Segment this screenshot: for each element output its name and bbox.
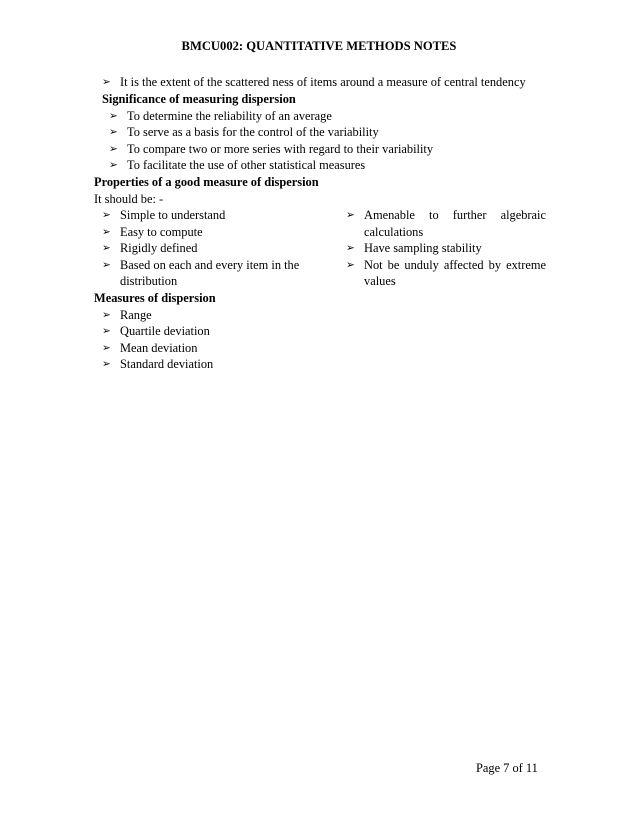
list-item: [109, 157, 589, 174]
significance-heading: Significance of measuring dispersion: [102, 92, 296, 106]
list-item: [102, 207, 302, 224]
list-item: [102, 307, 402, 324]
list-item-label: Amenable to further algebraic calculations: [364, 208, 546, 239]
list-item: [109, 124, 589, 141]
list-item-label: To determine the reliability of an average: [127, 108, 332, 123]
list-item: [346, 240, 546, 257]
list-item: [102, 74, 602, 91]
arrowhead-bullet-icon: ➢: [102, 209, 111, 221]
significance-section: [102, 91, 582, 108]
properties-left-list: [102, 207, 302, 290]
arrowhead-bullet-icon: ➢: [109, 142, 118, 155]
measures-heading: Measures of dispersion: [94, 291, 216, 305]
page-title: BMCU002: QUANTITATIVE METHODS NOTES: [181, 39, 457, 53]
arrowhead-bullet-icon: ➢: [102, 358, 111, 370]
arrowhead-bullet-icon: ➢: [346, 258, 355, 271]
list-item: [102, 224, 302, 241]
list-item-label: Not be unduly affected by extreme values: [364, 257, 546, 288]
intro-text: It is the extent of the scattered ness of items around a measure of central tendency: [120, 75, 526, 89]
measures-list: [102, 307, 402, 373]
arrowhead-bullet-icon: ➢: [109, 126, 118, 138]
list-item: [346, 207, 546, 240]
arrowhead-bullet-icon: ➢: [102, 225, 111, 238]
list-item-label: Simple to understand: [120, 208, 226, 222]
list-item: [102, 323, 402, 340]
list-item: [102, 257, 302, 290]
properties-heading: Properties of a good measure of dispersion: [94, 175, 319, 189]
arrowhead-bullet-icon: ➢: [346, 242, 355, 254]
list-item-label: Based on each and every item in the distribution: [120, 257, 300, 288]
arrowhead-bullet-icon: ➢: [109, 109, 118, 122]
list-item-label: Quartile deviation: [120, 324, 210, 338]
list-item: [102, 356, 402, 373]
list-item: [102, 340, 402, 357]
intro-block: [102, 74, 602, 91]
list-item-label: Have sampling stability: [364, 241, 482, 255]
arrowhead-bullet-icon: ➢: [102, 258, 111, 271]
arrowhead-bullet-icon: ➢: [102, 242, 111, 254]
list-item-label: Easy to compute: [120, 224, 203, 239]
arrowhead-bullet-icon: ➢: [102, 325, 111, 337]
properties-right-list: [346, 207, 546, 290]
list-item-label: Range: [120, 307, 152, 322]
page-number: Page 7 of 11: [476, 761, 538, 775]
list-item: [102, 240, 302, 257]
arrowhead-bullet-icon: ➢: [102, 341, 111, 354]
arrowhead-bullet-icon: ➢: [346, 209, 355, 221]
list-item-label: To facilitate the use of other statistical measures: [127, 158, 366, 172]
list-item: [109, 141, 589, 158]
list-item-label: Mean deviation: [120, 340, 198, 355]
list-item: [109, 108, 589, 125]
significance-list: [109, 108, 589, 174]
list-item: [346, 257, 546, 290]
arrowhead-bullet-icon: ➢: [109, 159, 118, 171]
properties-section: [94, 174, 574, 207]
list-item-label: Rigidly defined: [120, 241, 198, 255]
arrowhead-bullet-icon: ➢: [102, 308, 111, 321]
list-item-label: Standard deviation: [120, 357, 214, 371]
list-item-label: To serve as a basis for the control of the variability: [127, 125, 379, 139]
arrowhead-bullet-icon: ➢: [102, 76, 111, 88]
list-item-label: To compare two or more series with regard to their variability: [127, 141, 434, 156]
properties-lead: It should be: -: [94, 191, 164, 206]
measures-section: [94, 290, 574, 307]
